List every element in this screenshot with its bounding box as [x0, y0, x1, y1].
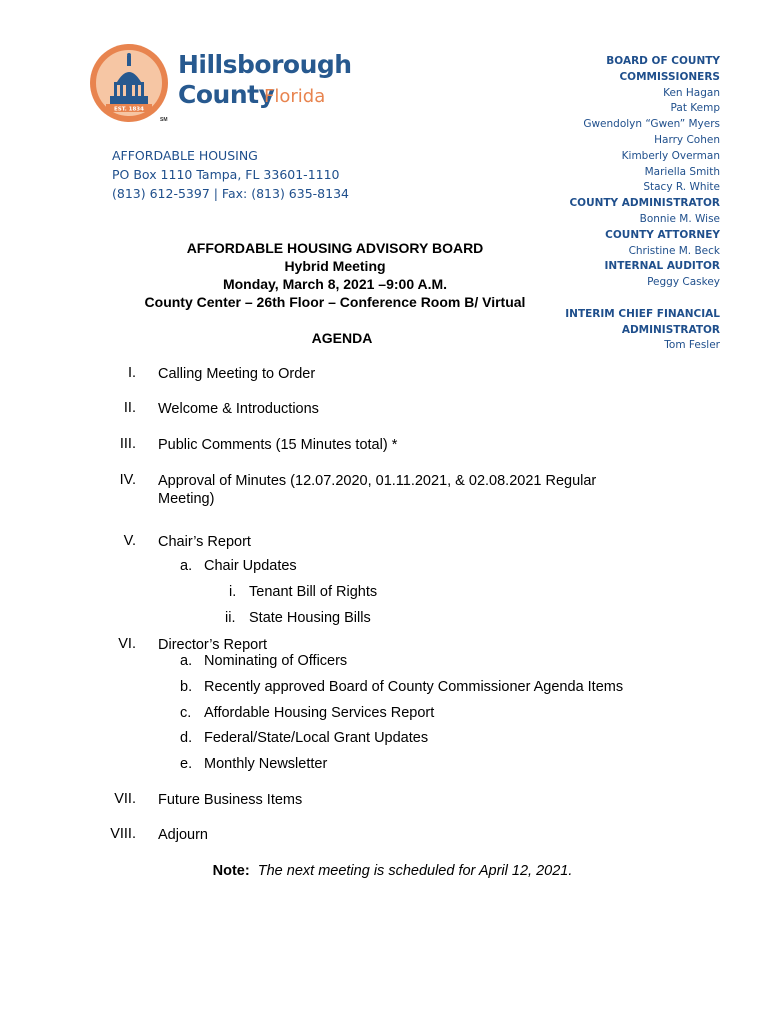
official-name: Pat Kemp: [670, 102, 720, 115]
official-heading: COUNTY ATTORNEY: [605, 228, 720, 241]
official-name: Kimberly Overman: [621, 149, 720, 162]
agenda-item-viii: Adjourn: [158, 827, 208, 843]
agenda-subsub-item: State Housing Bills: [249, 610, 371, 626]
agenda-sub-label: d.: [180, 730, 193, 746]
agenda-number-iii: III.: [119, 436, 136, 452]
agenda-item-ii: Welcome & Introductions: [158, 401, 319, 417]
agenda-number-iv: IV.: [119, 472, 136, 488]
logo-county: County: [178, 80, 275, 109]
official-heading: INTERIM CHIEF FINANCIAL: [565, 307, 720, 320]
official-name: Harry Cohen: [654, 133, 720, 146]
agenda-number-v: V.: [123, 533, 136, 549]
service-mark: SM: [160, 117, 168, 123]
official-name: Stacy R. White: [643, 181, 720, 194]
agenda-number-viii: VIII.: [110, 826, 136, 842]
official-heading: INTERNAL AUDITOR: [604, 260, 720, 273]
meeting-title: AFFORDABLE HOUSING ADVISORY BOARD: [186, 240, 484, 256]
agenda-sub-label: c.: [180, 705, 192, 721]
svg-text:EST. 1834: EST. 1834: [114, 106, 144, 113]
agenda-sub-item: Affordable Housing Services Report: [204, 705, 435, 721]
note-text: The next meeting is scheduled for April 12, 2021.: [257, 863, 573, 879]
agenda-sub-label: a.: [180, 653, 193, 669]
official-name: Peggy Caskey: [647, 276, 720, 289]
official-heading: COMMISSIONERS: [619, 70, 720, 83]
official-name: Gwendolyn “Gwen” Myers: [583, 118, 720, 131]
next-meeting-note: [70, 863, 715, 879]
agenda-number-vi: VI.: [118, 636, 136, 652]
official-name: Ken Hagan: [663, 86, 720, 99]
official-heading: ADMINISTRATOR: [621, 323, 720, 336]
meeting-location: County Center – 26th Floor – Conference Room B/ Virtual: [144, 294, 526, 310]
agenda-sub-label: a.: [180, 558, 193, 574]
meeting-type: Hybrid Meeting: [284, 258, 386, 274]
agenda-heading: AGENDA: [311, 330, 373, 346]
agenda-subsub-label: i.: [229, 584, 237, 600]
agenda-item-iv-line2: Meeting): [158, 491, 215, 507]
logo-hillsborough: Hillsborough: [178, 50, 352, 79]
agenda-sub-item: Nominating of Officers: [204, 653, 348, 669]
agenda-number-i: I.: [127, 365, 136, 381]
county-logo: [88, 42, 352, 128]
agenda-sub-item: Monthly Newsletter: [204, 756, 328, 772]
agenda-sub-item: Chair Updates: [204, 558, 297, 574]
agenda-item-vi: Director’s Report: [158, 637, 268, 653]
agenda-number-ii: II.: [123, 400, 136, 416]
agenda-sub-label: b.: [180, 679, 193, 695]
agenda-item-v: Chair’s Report: [158, 534, 251, 550]
agenda-subsub-label: ii.: [225, 610, 236, 626]
agenda-item-vii: Future Business Items: [158, 792, 303, 808]
agenda-item-i: Calling Meeting to Order: [158, 366, 316, 382]
department-address: PO Box 1110 Tampa, FL 33601-1110: [112, 167, 340, 182]
logo-florida: Florida: [264, 86, 326, 107]
official-name: Tom Fesler: [664, 339, 720, 352]
official-name: Mariella Smith: [644, 165, 720, 178]
official-name: Bonnie M. Wise: [639, 212, 720, 225]
department-phone: (813) 612-5397 | Fax: (813) 635-8134: [112, 186, 349, 201]
official-heading: COUNTY ADMINISTRATOR: [569, 197, 720, 210]
dome-seal-icon: [88, 42, 170, 124]
official-heading: BOARD OF COUNTY: [606, 55, 720, 67]
note-label: Note:: [212, 863, 250, 879]
meeting-date: Monday, March 8, 2021 –9:00 A.M.: [222, 276, 448, 292]
agenda-number-vii: VII.: [114, 791, 136, 807]
agenda-sub-label: e.: [180, 756, 193, 772]
official-name: Christine M. Beck: [628, 244, 720, 257]
agenda-sub-item: Federal/State/Local Grant Updates: [204, 730, 429, 746]
agenda-item-iv-line1: Approval of Minutes (12.07.2020, 01.11.2021, & 02.08.2021 Regular: [158, 473, 597, 489]
agenda-item-iii: Public Comments (15 Minutes total) *: [158, 437, 398, 453]
agenda-subsub-item: Tenant Bill of Rights: [249, 584, 378, 600]
agenda-sub-item: Recently approved Board of County Commissioner Agenda Items: [204, 679, 624, 695]
department-name: AFFORDABLE HOUSING: [112, 148, 258, 163]
